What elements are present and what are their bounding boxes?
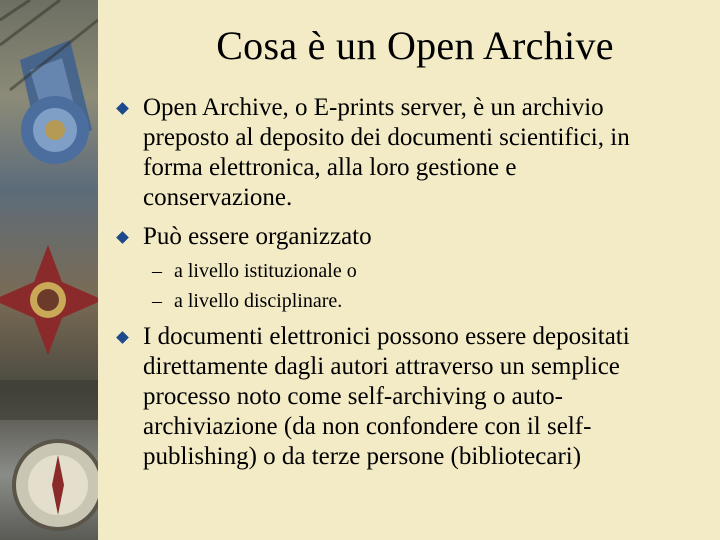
bullet-line: archiviazione (da non confondere con il self- — [143, 413, 592, 440]
bullet-diamond-icon — [116, 331, 129, 344]
bullet-line: Può essere organizzato — [143, 223, 372, 250]
dash-marker: – — [152, 290, 162, 312]
bullet-item-organization — [143, 222, 372, 252]
decorative-medals-image — [0, 0, 98, 540]
sub-bullet-text: a livello istituzionale o — [174, 260, 357, 282]
medals-illustration — [0, 0, 98, 540]
bullet-item-definition — [143, 93, 630, 213]
bullet-line: I documenti elettronici possono essere depositati — [143, 323, 630, 350]
sub-bullet-item — [152, 258, 357, 284]
bullet-diamond-icon — [116, 102, 129, 115]
bullet-diamond-icon — [116, 231, 129, 244]
bullet-line: direttamente dagli autori attraverso un semplice — [143, 353, 620, 380]
bullet-line: conservazione. — [143, 184, 293, 211]
sub-bullet-item — [152, 288, 343, 314]
sub-bullet-text: a livello disciplinare. — [174, 290, 343, 312]
bullet-line: publishing) o da terze persone (bibliotecari) — [143, 443, 582, 470]
slide-title: Cosa è un Open Archive — [216, 23, 614, 68]
bullet-line: processo noto come self-archiving o auto- — [143, 383, 564, 410]
bullet-line: Open Archive, o E-prints server, è un archivio — [143, 94, 604, 121]
dash-marker: – — [152, 260, 162, 282]
bullet-line: preposto al deposito dei documenti scientifici, in — [143, 124, 630, 151]
bullet-item-self-archiving — [143, 322, 630, 472]
bullet-line: forma elettronica, alla loro gestione e — [143, 154, 517, 181]
